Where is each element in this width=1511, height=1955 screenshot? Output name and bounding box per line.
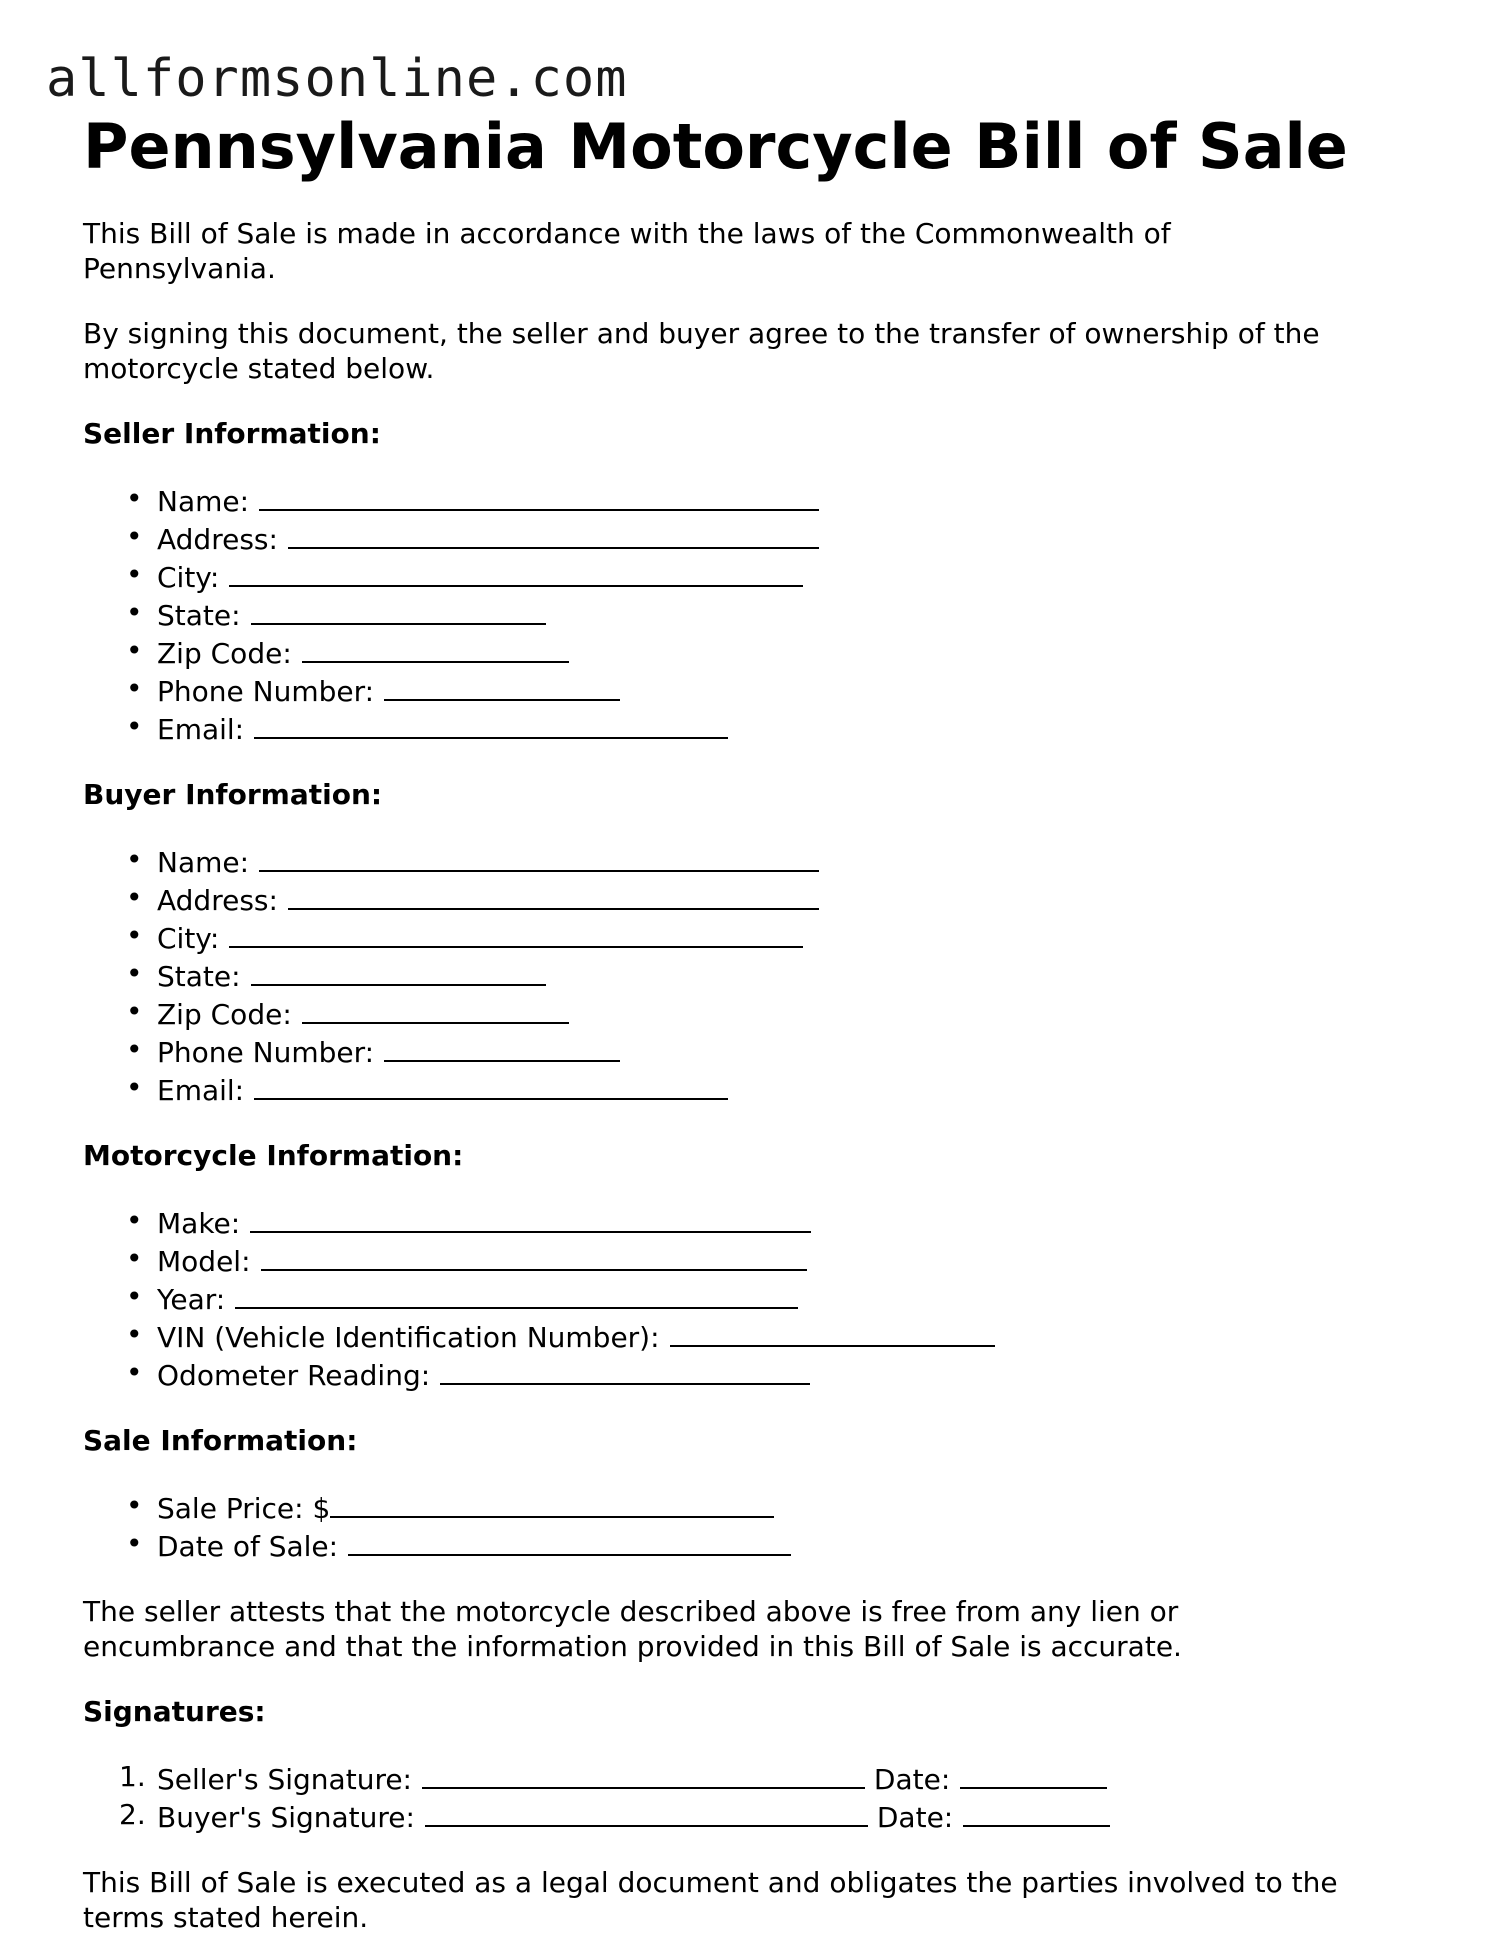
buyer-email-field[interactable] [83,1070,1423,1108]
field-label: City: [157,922,220,955]
seller-phone-field[interactable] [83,671,1423,709]
field-label: Make: [157,1207,241,1240]
field-label: Year: [157,1283,226,1316]
sale-date-blank[interactable] [348,1526,791,1556]
bullet-icon: • [126,957,143,990]
buyer-state-blank[interactable] [251,956,546,986]
closing-paragraph: This Bill of Sale is executed as a legal document and obligates the parties involved to the terms stated herein. [83,1866,1338,1934]
signature-list [83,1759,1423,1835]
buyer-address-blank[interactable] [288,880,819,910]
sale-date-field[interactable] [83,1526,1423,1564]
field-label: VIN (Vehicle Identification Number): [157,1321,660,1354]
bullet-icon: • [126,520,143,553]
motorcycle-year-field[interactable] [83,1279,1423,1317]
buyer-zip-blank[interactable] [302,994,569,1024]
attestation-paragraph: The seller attests that the motorcycle described above is free from any lien or encumbrance and that the information provided in this Bill of Sale is accurate. [83,1595,1182,1663]
page-title: Pennsylvania Motorcycle Bill of Sale [83,110,1348,183]
bullet-icon: • [126,1356,143,1389]
seller-state-blank[interactable] [251,595,546,625]
seller-city-field[interactable] [83,557,1423,595]
bullet-icon: • [126,1204,143,1237]
field-label: Name: [157,846,250,879]
field-label: Model: [157,1245,251,1278]
field-label: Phone Number: [157,1036,375,1069]
motorcycle-model-field[interactable] [83,1241,1423,1279]
bullet-icon: • [126,482,143,515]
field-label: Address: [157,523,278,556]
field-label: Address: [157,884,278,917]
signatures-section-heading: Signatures: [83,1695,266,1728]
intro-paragraph-2: By signing this document, the seller and buyer agree to the transfer of ownership of the motorcycle stated below. [83,317,1320,385]
field-label: Odometer Reading: [157,1359,431,1392]
seller-name-field[interactable] [83,481,1423,519]
motorcycle-make-blank[interactable] [250,1203,811,1233]
buyer-section-heading: Buyer Information: [83,778,383,811]
seller-city-blank[interactable] [229,557,803,587]
buyer-date-blank[interactable] [963,1797,1110,1827]
bullet-icon: • [126,1033,143,1066]
buyer-state-field[interactable] [83,956,1423,994]
document-body [83,108,1423,1935]
field-label: State: [157,960,241,993]
date-label: Date: [873,1763,951,1796]
bullet-icon: • [126,919,143,952]
seller-state-field[interactable] [83,595,1423,633]
motorcycle-vin-field[interactable] [83,1317,1423,1355]
buyer-city-blank[interactable] [229,918,803,948]
list-number: 1. [119,1760,146,1793]
bullet-icon: • [126,1242,143,1275]
sale-price-blank[interactable] [330,1488,774,1518]
bullet-icon: • [126,558,143,591]
buyer-address-field[interactable] [83,880,1423,918]
bullet-icon: • [126,1489,143,1522]
bullet-icon: • [126,1318,143,1351]
signature-label: Buyer's Signature: [157,1801,415,1834]
seller-zip-field[interactable] [83,633,1423,671]
field-label: Email: [157,713,245,746]
seller-zip-blank[interactable] [302,633,569,663]
buyer-email-blank[interactable] [254,1070,728,1100]
field-label: State: [157,599,241,632]
buyer-signature-line[interactable] [83,1797,1423,1835]
seller-signature-blank[interactable] [422,1759,865,1789]
field-label: Phone Number: [157,675,375,708]
buyer-name-blank[interactable] [259,842,819,872]
buyer-name-field[interactable] [83,842,1423,880]
intro-paragraph-1: This Bill of Sale is made in accordance with the laws of the Commonwealth of Pennsylvania. [83,217,1171,285]
seller-email-blank[interactable] [254,709,728,739]
bullet-icon: • [126,634,143,667]
bullet-icon: • [126,995,143,1028]
field-label: Zip Code: [157,637,292,670]
motorcycle-field-list [83,1203,1423,1393]
sale-price-field[interactable] [83,1488,1423,1526]
buyer-phone-blank[interactable] [384,1032,620,1062]
seller-address-blank[interactable] [288,519,819,549]
bullet-icon: • [126,710,143,743]
bullet-icon: • [126,1071,143,1104]
list-number: 2. [119,1798,146,1831]
field-label: Date of Sale: [157,1530,339,1563]
field-label: Name: [157,485,250,518]
motorcycle-odometer-blank[interactable] [440,1355,810,1385]
seller-section-heading: Seller Information: [83,417,381,450]
seller-signature-line[interactable] [83,1759,1423,1797]
seller-phone-blank[interactable] [384,671,620,701]
seller-date-blank[interactable] [960,1759,1107,1789]
buyer-zip-field[interactable] [83,994,1423,1032]
seller-name-blank[interactable] [259,481,819,511]
sale-section-heading: Sale Information: [83,1424,358,1457]
sale-field-list [83,1488,1423,1564]
field-label: City: [157,561,220,594]
date-label: Date: [876,1801,954,1834]
motorcycle-model-blank[interactable] [261,1241,807,1271]
buyer-city-field[interactable] [83,918,1423,956]
buyer-field-list [83,842,1423,1108]
bullet-icon: • [126,596,143,629]
seller-address-field[interactable] [83,519,1423,557]
buyer-phone-field[interactable] [83,1032,1423,1070]
bullet-icon: • [126,1527,143,1560]
bullet-icon: • [126,1280,143,1313]
motorcycle-year-blank[interactable] [235,1279,798,1309]
seller-field-list [83,481,1423,747]
buyer-signature-blank[interactable] [425,1797,868,1827]
site-watermark: allformsonline.com [46,49,628,109]
field-label: Sale Price: $ [157,1492,331,1525]
motorcycle-make-field[interactable] [83,1203,1423,1241]
signature-label: Seller's Signature: [157,1763,412,1796]
seller-email-field[interactable] [83,709,1423,747]
field-label: Email: [157,1074,245,1107]
motorcycle-section-heading: Motorcycle Information: [83,1139,464,1172]
field-label: Zip Code: [157,998,292,1031]
motorcycle-vin-blank[interactable] [670,1317,995,1347]
bullet-icon: • [126,881,143,914]
bullet-icon: • [126,843,143,876]
bullet-icon: • [126,672,143,705]
motorcycle-odometer-field[interactable] [83,1355,1423,1393]
